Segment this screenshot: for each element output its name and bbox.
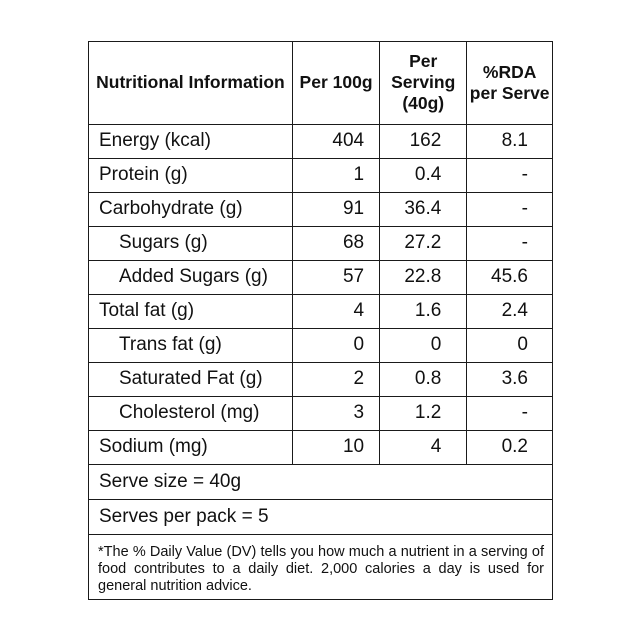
row-label: Trans fat (g) bbox=[89, 328, 292, 362]
per-serving-value: 162 bbox=[380, 124, 467, 158]
per-serving-value: 22.8 bbox=[380, 260, 467, 294]
per-100g-value: 57 bbox=[292, 260, 379, 294]
rda-value: - bbox=[467, 226, 552, 260]
rda-value: 3.6 bbox=[467, 362, 552, 396]
per-serving-value: 4 bbox=[380, 430, 467, 464]
per-100g-value: 404 bbox=[292, 124, 379, 158]
per-serving-value: 1.2 bbox=[380, 396, 467, 430]
row-label: Sugars (g) bbox=[89, 226, 292, 260]
serve-size-row bbox=[89, 464, 552, 499]
per-serving-value: 0 bbox=[380, 328, 467, 362]
row-label: Total fat (g) bbox=[89, 294, 292, 328]
per-serving-value: 0.8 bbox=[380, 362, 467, 396]
footnote-row bbox=[89, 534, 552, 603]
table-row bbox=[89, 124, 552, 158]
table-row bbox=[89, 192, 552, 226]
row-label: Protein (g) bbox=[89, 158, 292, 192]
table-row bbox=[89, 396, 552, 430]
table-row bbox=[89, 226, 552, 260]
row-label: Energy (kcal) bbox=[89, 124, 292, 158]
per-100g-value: 2 bbox=[292, 362, 379, 396]
row-label: Cholesterol (mg) bbox=[89, 396, 292, 430]
table-row bbox=[89, 294, 552, 328]
row-label: Sodium (mg) bbox=[89, 430, 292, 464]
header-nutritional-information: Nutritional Information bbox=[89, 42, 292, 124]
nutrition-facts-panel bbox=[88, 41, 553, 600]
rda-value: - bbox=[467, 396, 552, 430]
rda-value: - bbox=[467, 192, 552, 226]
serves-per-pack-row bbox=[89, 499, 552, 534]
rda-value: 0 bbox=[467, 328, 552, 362]
per-100g-value: 10 bbox=[292, 430, 379, 464]
header-per-100g: Per 100g bbox=[292, 42, 379, 124]
rda-value: 8.1 bbox=[467, 124, 552, 158]
rda-value: - bbox=[467, 158, 552, 192]
rda-value: 45.6 bbox=[467, 260, 552, 294]
header-row bbox=[89, 42, 552, 124]
nutrition-table bbox=[89, 42, 552, 603]
row-label: Carbohydrate (g) bbox=[89, 192, 292, 226]
per-100g-value: 91 bbox=[292, 192, 379, 226]
header-per-serving: Per Serving (40g) bbox=[380, 42, 467, 124]
row-label: Saturated Fat (g) bbox=[89, 362, 292, 396]
table-row bbox=[89, 158, 552, 192]
rda-value: 2.4 bbox=[467, 294, 552, 328]
per-serving-value: 0.4 bbox=[380, 158, 467, 192]
table-row bbox=[89, 430, 552, 464]
table-row bbox=[89, 260, 552, 294]
rda-value: 0.2 bbox=[467, 430, 552, 464]
table-row bbox=[89, 328, 552, 362]
per-serving-value: 27.2 bbox=[380, 226, 467, 260]
per-100g-value: 3 bbox=[292, 396, 379, 430]
serves-per-pack: Serves per pack = 5 bbox=[89, 499, 552, 534]
per-100g-value: 68 bbox=[292, 226, 379, 260]
row-label: Added Sugars (g) bbox=[89, 260, 292, 294]
per-100g-value: 1 bbox=[292, 158, 379, 192]
per-100g-value: 0 bbox=[292, 328, 379, 362]
footnote: *The % Daily Value (DV) tells you how much a nutrient in a serving of food contributes to a daily diet. 2,000 calories a day is used for general nutrition advice. bbox=[89, 534, 552, 603]
per-serving-value: 1.6 bbox=[380, 294, 467, 328]
header-rda-per-serve: %RDA per Serve bbox=[467, 42, 552, 124]
per-100g-value: 4 bbox=[292, 294, 379, 328]
table-row bbox=[89, 362, 552, 396]
per-serving-value: 36.4 bbox=[380, 192, 467, 226]
serve-size: Serve size = 40g bbox=[89, 464, 552, 499]
